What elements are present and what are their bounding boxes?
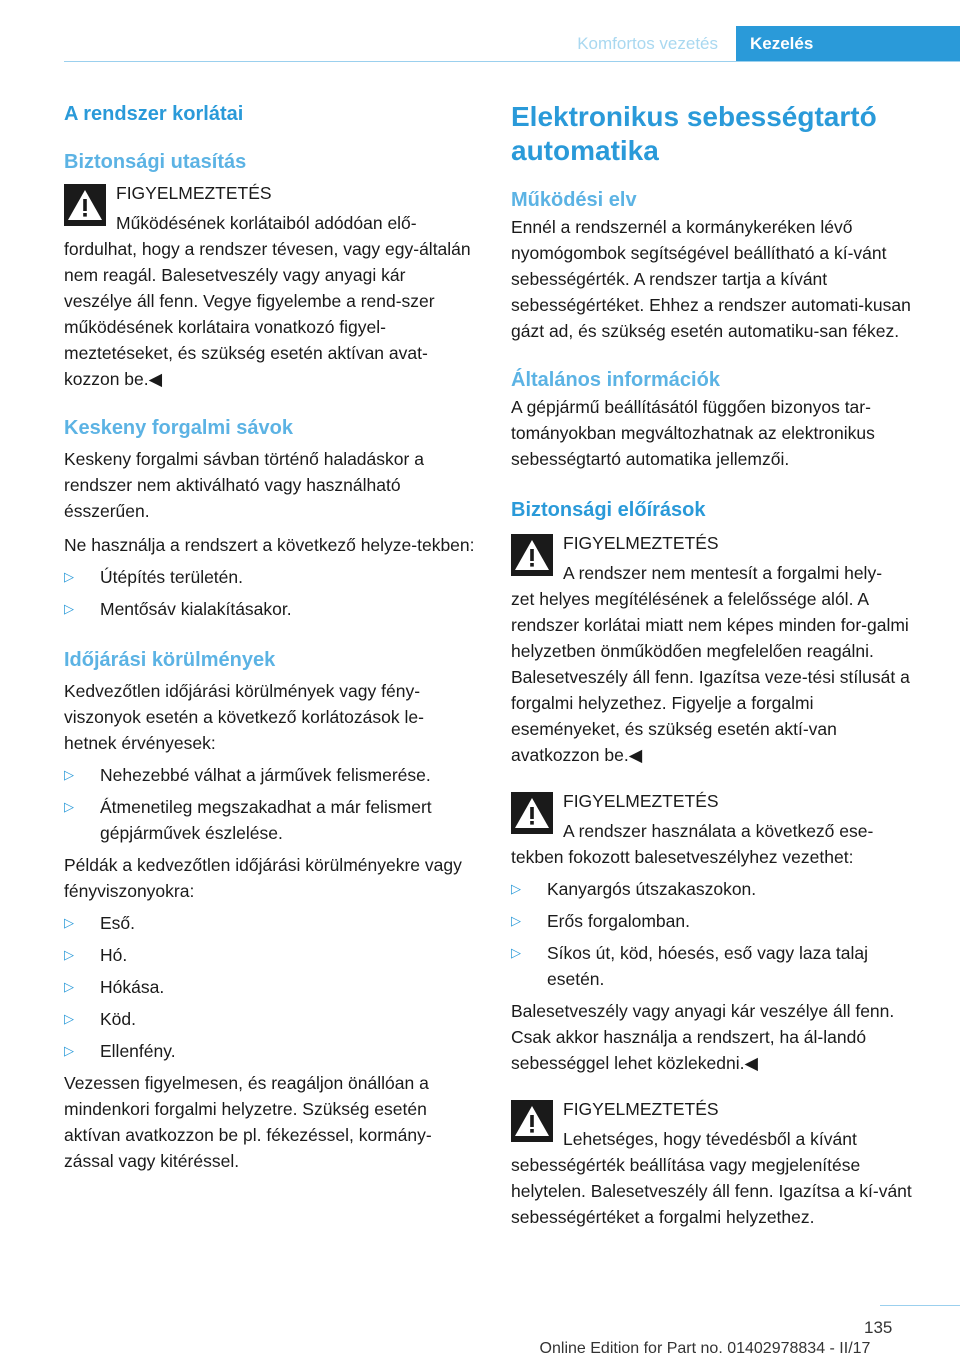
lanes-list (64, 564, 476, 622)
section-title-limits: A rendszer korlátai (64, 103, 244, 125)
lanes-paragraph: Keskeny forgalmi sávban történő haladáskor a rendszer nem aktiválható vagy használható ésszerűen. (64, 449, 424, 521)
warning-text-first: A rendszer nem mentesít a forgalmi hely- (563, 563, 883, 583)
section-title-cruise: Elektronikus sebességtartó automatika (511, 101, 877, 166)
principle-paragraph: Ennél a rendszernél a kormánykeréken lévő nyomógombok segítségével beállítható a kí-vánt sebességérték. A rendszer tartja a kívánt sebességértéket. Ehhez a rendszer automati-kusan gázt ad, és szükség esetén automatiku-san fékez. (511, 217, 911, 341)
warning-box (511, 530, 927, 586)
list-item: ▷ Átmenetileg megszakadhat a már felismert gépjárművek észlelése. (64, 794, 476, 846)
warning-box (511, 1096, 927, 1152)
left-column (64, 100, 476, 1174)
header-rule (64, 61, 960, 62)
warning-label: FIGYELMEZTETÉS (563, 791, 719, 811)
list-item: ▷ Síkos út, köd, hóesés, eső vagy laza talaj esetén. (511, 940, 927, 992)
safety-rules-heading: Biztonsági előírások (511, 499, 706, 521)
list-item: ▷ Nehezebbé válhat a járművek felismerése. (64, 762, 476, 788)
warning-after-text: Balesetveszély vagy anyagi kár veszélye áll fenn. Csak akkor használja a rendszert, ha ál-landó sebességgel lehet közlekedni.◀ (511, 1001, 895, 1073)
bullet-triangle-icon: ▷ (64, 767, 74, 782)
bullet-triangle-icon: ▷ (64, 601, 74, 616)
warning-label: FIGYELMEZTETÉS (563, 1099, 719, 1119)
safety-heading: Biztonsági utasítás (64, 151, 247, 173)
warning-icon (511, 1100, 553, 1142)
warning-box (64, 180, 476, 236)
list-item: ▷ Útépítés területén. (64, 564, 476, 590)
general-paragraph: A gépjármű beállításától függően bizonyos tar-tományokban megváltozhatnak az elektronikus sebességtartó automatika jellemzői. (511, 397, 875, 469)
edition-footer: Online Edition for Part no. 01402978834 - II/17 (539, 1340, 871, 1357)
list-item: ▷ Hókása. (64, 974, 476, 1000)
general-heading: Általános információk (511, 369, 720, 391)
page-number: 135 (864, 1318, 893, 1337)
header-chapter-tab[interactable]: Kezelés (736, 26, 960, 62)
warning-text-first: Lehetséges, hogy tévedésből a kívánt (563, 1129, 857, 1149)
bullet-triangle-icon: ▷ (64, 915, 74, 930)
weather-paragraph-3: Vezessen figyelmesen, és reagáljon önállóan a mindenkori forgalmi helyzetre. Szükség esetén aktívan avatkozzon be pl. fékezéssel, kormány-zással vagy kitéréssel. (64, 1073, 432, 1171)
list-item: ▷ Hó. (64, 942, 476, 968)
warning-box (511, 788, 927, 844)
warning-label: FIGYELMEZTETÉS (563, 533, 719, 553)
warning-text-first: Működésének korlátaiból adódóan elő- (116, 213, 417, 233)
warning-label: FIGYELMEZTETÉS (116, 183, 272, 203)
lanes-paragraph-2: Ne használja a rendszert a következő helyze-tekben: (64, 535, 475, 555)
warning-text-rest: zet helyes megítélésének a felelőssége alól. A rendszer korlátai miatt nem képes minden for-galmi helyzetben önműködően megfelelően reagálni. Balesetveszély áll fenn. Igazítsa veze-tési stílusát a forgalmi helyzethez. Figyelje a forgalmi eseményeket, és szükség esetén aktí-van avatkozzon be.◀ (511, 589, 910, 765)
list-item: ▷ Erős forgalomban. (511, 908, 927, 934)
list-item: ▷ Köd. (64, 1006, 476, 1032)
principle-heading: Működési elv (511, 189, 637, 211)
warning-text-rest: tekben fokozott balesetveszélyhez vezethet: (511, 847, 854, 867)
list-item: ▷ Kanyargós útszakaszokon. (511, 876, 927, 902)
bullet-triangle-icon: ▷ (511, 913, 521, 928)
weather-list (64, 762, 476, 846)
bullet-triangle-icon: ▷ (64, 979, 74, 994)
list-item: ▷ Ellenfény. (64, 1038, 476, 1064)
weather-paragraph: Kedvezőtlen időjárási körülmények vagy fény-viszonyok esetén a következő korlátozások le-hetnek érvényesek: (64, 681, 424, 753)
warning-text-rest: fordulhat, hogy a rendszer tévesen, vagy egy-általán nem reagál. Balesetveszély vagy anyagi kár veszélye áll fenn. Vegye figyelembe a rend-szer működésének korlátaira vonatkozó figyel-meztetéseket, és szükség esetén aktívan avat-kozzon be.◀ (64, 239, 471, 389)
right-column (511, 100, 927, 1230)
bullet-triangle-icon: ▷ (511, 945, 521, 960)
list-item: ▷ Eső. (64, 910, 476, 936)
bullet-triangle-icon: ▷ (64, 1011, 74, 1026)
weather-paragraph-2: Példák a kedvezőtlen időjárási körülményekre vagy fényviszonyokra: (64, 855, 462, 901)
warning-text-first: A rendszer használata a következő ese- (563, 821, 874, 841)
warning-icon (64, 184, 106, 226)
bullet-triangle-icon: ▷ (64, 799, 74, 814)
footer-rule (880, 1305, 960, 1306)
bullet-triangle-icon: ▷ (511, 881, 521, 896)
warning-text-rest: sebességérték beállítása vagy megjelenítése helytelen. Balesetveszély áll fenn. Igazítsa a kí-vánt sebességértéket a forgalmi helyzethez. (511, 1155, 912, 1227)
warning-icon (511, 792, 553, 834)
bullet-triangle-icon: ▷ (64, 1043, 74, 1058)
warning-icon (511, 534, 553, 576)
header-section-tab[interactable]: Komfortos vezetés (577, 34, 718, 53)
list-item: ▷ Mentősáv kialakításakor. (64, 596, 476, 622)
weather-heading: Időjárási körülmények (64, 649, 276, 671)
bullet-triangle-icon: ▷ (64, 947, 74, 962)
risk-list (511, 876, 927, 992)
bullet-triangle-icon: ▷ (64, 569, 74, 584)
lanes-heading: Keskeny forgalmi sávok (64, 417, 293, 439)
examples-list (64, 910, 476, 1064)
